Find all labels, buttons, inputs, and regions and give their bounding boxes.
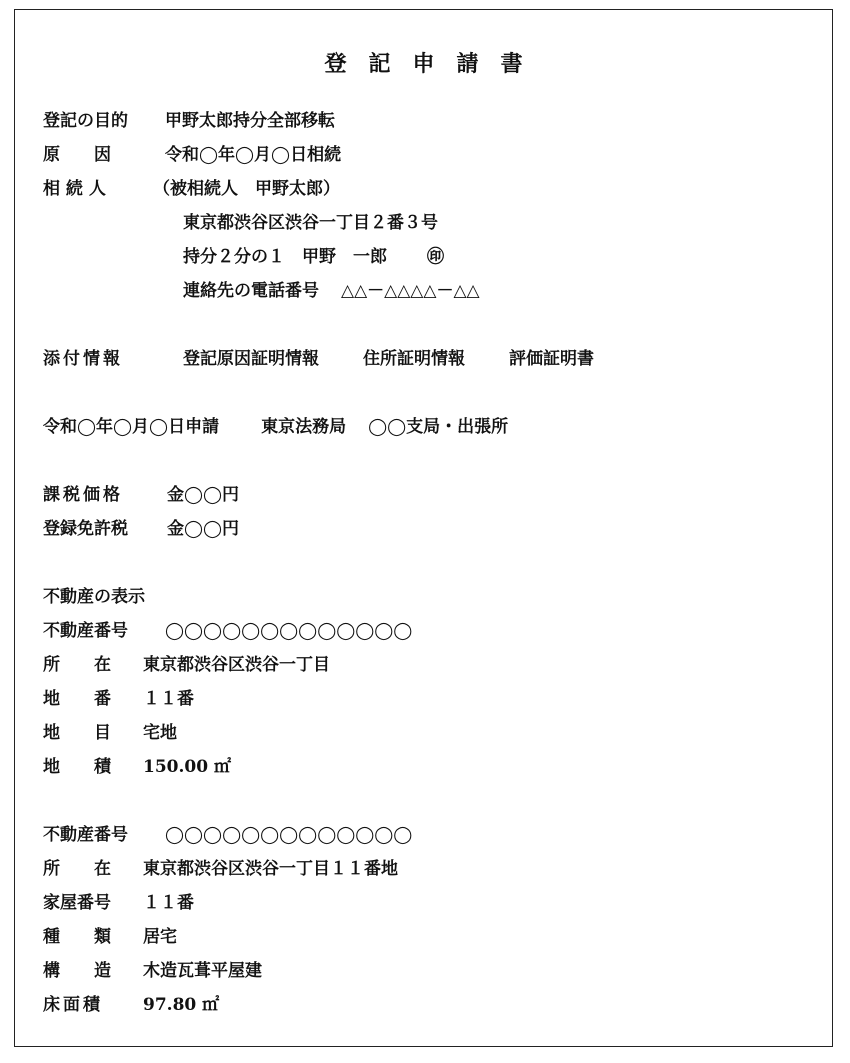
house-number: １１番 bbox=[143, 893, 194, 913]
land-location: 東京都渋谷区渋谷一丁目 bbox=[143, 655, 330, 675]
cause-value: 令和◯年◯月◯日相続 bbox=[165, 145, 342, 165]
heir-label: 相 続 人 bbox=[43, 179, 106, 199]
heir-row bbox=[43, 178, 340, 200]
cause-label: 原 因 bbox=[43, 145, 111, 165]
building-structure-label: 構 造 bbox=[43, 961, 111, 981]
attachments-row bbox=[43, 348, 594, 370]
heir-address: 東京都渋谷区渋谷一丁目２番３号 bbox=[183, 213, 438, 233]
land-number-label: 不動産番号 bbox=[43, 621, 128, 641]
heir-share-row bbox=[183, 246, 444, 268]
license-tax-label: 登録免許税 bbox=[43, 519, 128, 539]
application-row bbox=[43, 416, 508, 438]
application-branch: ◯◯支局・出張所 bbox=[368, 417, 509, 437]
building-structure-row bbox=[43, 960, 262, 982]
assessed-value-row bbox=[43, 484, 239, 506]
land-location-row bbox=[43, 654, 330, 676]
land-area: 150.00 ㎡ bbox=[143, 757, 231, 777]
floor-area: 97.80 ㎡ bbox=[143, 995, 220, 1015]
land-category-label: 地 目 bbox=[43, 723, 111, 743]
building-number-label: 不動産番号 bbox=[43, 825, 128, 845]
cause-row bbox=[43, 144, 341, 166]
floor-area-row bbox=[43, 994, 219, 1016]
land-area-row bbox=[43, 756, 231, 778]
building-location: 東京都渋谷区渋谷一丁目１１番地 bbox=[143, 859, 398, 879]
land-lot: １１番 bbox=[143, 689, 194, 709]
land-number: ◯◯◯◯◯◯◯◯◯◯◯◯◯ bbox=[165, 621, 413, 641]
attachment-item: 評価証明書 bbox=[509, 349, 594, 369]
purpose-value: 甲野太郎持分全部移転 bbox=[165, 111, 335, 131]
attachments-label: 添付情報 bbox=[43, 349, 123, 369]
building-structure: 木造瓦葺平屋建 bbox=[143, 961, 262, 981]
house-number-label: 家屋番号 bbox=[43, 893, 111, 913]
land-category: 宅地 bbox=[143, 723, 177, 743]
building-kind-row bbox=[43, 926, 177, 948]
building-number-row bbox=[43, 824, 412, 846]
building-number: ◯◯◯◯◯◯◯◯◯◯◯◯◯ bbox=[165, 825, 413, 845]
building-kind-label: 種 類 bbox=[43, 927, 111, 947]
building-location-row bbox=[43, 858, 398, 880]
property-heading: 不動産の表示 bbox=[43, 587, 145, 607]
registration-application-document bbox=[14, 9, 833, 1047]
heir-phone-row bbox=[183, 280, 480, 302]
land-lot-label: 地 番 bbox=[43, 689, 111, 709]
application-date: 令和◯年◯月◯日申請 bbox=[43, 417, 220, 437]
assessed-value: 金◯◯円 bbox=[167, 485, 240, 505]
license-tax-value: 金◯◯円 bbox=[167, 519, 240, 539]
attachment-item: 住所証明情報 bbox=[363, 349, 465, 369]
building-location-label: 所 在 bbox=[43, 859, 111, 879]
house-number-row bbox=[43, 892, 194, 914]
land-lot-row bbox=[43, 688, 194, 710]
phone-value: △△－△△△△－△△ bbox=[341, 281, 480, 301]
heir-share-name: 持分２分の１ 甲野 一郎 bbox=[183, 247, 387, 267]
land-number-row bbox=[43, 620, 412, 642]
phone-label: 連絡先の電話番号 bbox=[183, 281, 319, 301]
assessed-value-label: 課税価格 bbox=[43, 485, 123, 505]
land-area-label: 地 積 bbox=[43, 757, 111, 777]
license-tax-row bbox=[43, 518, 239, 540]
purpose-label: 登記の目的 bbox=[43, 111, 128, 131]
seal-mark: ㊞ bbox=[427, 247, 444, 267]
application-office: 東京法務局 bbox=[261, 417, 347, 437]
decedent-text: （被相続人 甲野太郎） bbox=[153, 179, 340, 199]
land-category-row bbox=[43, 722, 177, 744]
attachment-item: 登記原因証明情報 bbox=[183, 349, 319, 369]
building-kind: 居宅 bbox=[143, 927, 177, 947]
purpose-row bbox=[43, 110, 335, 132]
floor-area-label: 床面積 bbox=[43, 995, 103, 1015]
document-title: 登記申請書 bbox=[324, 51, 545, 77]
land-location-label: 所 在 bbox=[43, 655, 111, 675]
